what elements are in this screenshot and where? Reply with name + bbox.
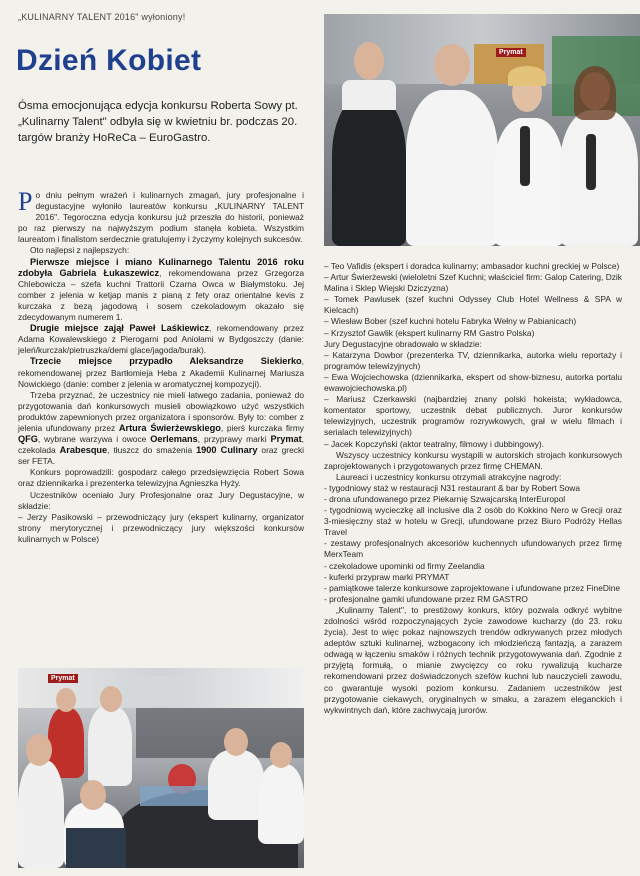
drop-cap: P — [18, 187, 33, 216]
person-head — [80, 780, 106, 810]
jury-member: – Ewa Wojciechowska (dziennikarka, ekspert od show-biznesu, autorka portalu ewawojciechowska.pl) — [324, 371, 622, 394]
person-head — [270, 742, 292, 768]
prize-item: - pamiątkowe talerze konkursowe zaprojektowane i ufundowane przez FineDine — [324, 582, 621, 593]
trophy-icon — [520, 126, 530, 186]
person-figure — [406, 90, 498, 246]
prize-item: - tygodniową wycieczkę all inclusive dla 2 osób do Kokkino Nero w Grecji oraz 3-miesięczny staż w hotelu w Grecji, ufundowane przez Biuro Podróży Hellas Travel — [324, 505, 622, 538]
jury-photo — [18, 668, 304, 868]
person-figure — [560, 110, 638, 246]
person-figure — [258, 764, 304, 844]
second-place-text: , rekomendowany przez Adama Kowalewskiego z Pierogarni pod Aniołami w Bydgoszczy (danie: jeleń/kurczak/pietruszka/demi glace/jagoda/burak). — [18, 323, 304, 356]
person-figure — [332, 96, 406, 246]
jury-member: – Katarzyna Dowbor (prezenterka TV, dziennikarka, autorka wielu reportaży i programów telewizyjnych) — [324, 349, 622, 371]
closing-paragraph: „Kulinarny Talent", to prestiżowy konkurs, który pozwala odkryć wybitne zdolności wśród rozpoczynających życie zawodowe kucharzy (do 23. roku życia). Jest to więc pokaz najnowszych trendów odkrywanych przez młodych adeptów sztuki kulinarnej, wzbogacony ich młodzieńczą fantazją, a zarazem odwagą w łączeniu smaków i różnych technik przygotowywania dań. Zgodnie z przyjętą formułą, o mianie zwycięzcy co roku rywalizują kucharze rekomendowani przez doświadczonych szefów kuchni lub nauczycieli zawodu, co gwarantuje wysoki poziom konkursu. Zadaniem uczestników jest przygotowanie ciekawych, oryginalnych w smaku, a zarazem eleganckich i wykwintnych dań, które zachwycają jurorów. — [324, 604, 622, 715]
jury-member: – Wiesław Bober (szef kuchni hotelu Fabryka Wełny w Pabianicach) — [324, 316, 577, 327]
second-place-heading: Drugie miejsce zajął Paweł Laśkiewicz — [30, 323, 210, 334]
person-figure — [18, 760, 64, 868]
person-figure — [208, 750, 264, 820]
jury-member: – Krzysztof Gawlik (ekspert kulinarny RM Gastro Polska) — [324, 327, 535, 338]
person-figure — [88, 706, 132, 786]
first-place-text: , rekomendowana przez Grzegorza Chlebowicza – szefa kuchni Trattorii Czarna Owca w Białymstoku. Jej comber z jelenia w ketjap manis z pianą z fety oraz orientalne kevis z kurczaka z bezą jagodową i sosem czekoladowym okazało się zdecydowanym numerem 1. — [18, 267, 305, 323]
jury-member: – Artur Świerżewski (wieloletni Szef Kuchni; właściciel firm: Galop Catering, Dzik Malina i Sklep Wiejski Dziczyzna) — [324, 272, 622, 294]
person-head — [354, 42, 384, 80]
prize-item: - zestawy profesjonalnych akcesoriów kuchennych ufundowanych przez firmę MerxTeam — [324, 538, 622, 560]
third-place-text: , rekomendowanej przez Bartłomieja Heba z Akademii Kulinarnej Mariusza Nowickiego (danie: comber z jelenia w aromatycznej kompozycji). — [18, 356, 304, 389]
jury-intro: Uczestników oceniało Jury Profesjonalne oraz Jury Degustacyjne, w składzie: — [18, 489, 304, 511]
section-kicker: „KULINARNY TALENT 2016" wyłoniony! — [18, 12, 186, 22]
person-head — [434, 44, 470, 86]
person-head — [100, 686, 122, 712]
person-head — [224, 728, 248, 756]
jury-member: – Jerzy Pasikowski – przewodniczący jury (ekspert kulinarny, organizator strony merytorycznej i przewodniczący jury większości konkursów kulinarnych w Polsce) — [18, 511, 304, 544]
intro-paragraph: o dniu pełnym wrażeń i kulinarnych zmagań, jury profesjonalne i degustacyjne wyłoniło laureatów konkursu „KULINARNY TALENT 2016". Tegoroczna edycja konkursu już przeszła do historii, ponieważ po raz pierwszy na najwyższym podium stanęła kobieta. Wszystkim laureatom i finalistom serdecznie gratulujemy i życzymy kolejnych sukcesów. — [18, 190, 304, 245]
jury-member: – Jacek Kopczyński (aktor teatralny, filmowy i dubbingowy). — [324, 438, 545, 449]
jury-member: – Tomek Pawlusek (szef kuchni Odyssey Club Hotel Wellness & SPA w Kielcach) — [324, 294, 622, 316]
prymat-sign: Prymat — [48, 674, 78, 683]
trophy-icon — [586, 134, 596, 190]
hosts-paragraph: Konkurs poprowadzili: gospodarz całego przedsięwzięcia Robert Sowa oraz dziennikarka i prezenterka telewizyjna Agnieszka Hyży. — [18, 467, 304, 489]
prize-item: - profesjonalne gamki ufundowane przez RM GASTRO — [324, 593, 528, 604]
article-title: Dzień Kobiet — [16, 44, 202, 77]
prizes-intro: Laureaci i uczestnicy konkursu otrzymali atrakcyjne nagrody: — [336, 471, 562, 482]
winners-photo — [324, 14, 640, 246]
best-intro: Oto najlepsi z najlepszych: — [30, 245, 130, 256]
third-place-heading: Trzecie miejsce przypadło Aleksandrze Siekierko — [30, 356, 302, 367]
right-text-column — [324, 261, 622, 716]
prymat-sign: Prymat — [496, 48, 526, 57]
article-lead: Ósma emocjonująca edycja konkursu Roberta Sowy pt. „Kulinarny Talent" odbyła się w kwietniu br. podczas 20. targów branży HoReCa – EuroGastro. — [18, 100, 298, 144]
tasting-jury-heading: Jury Degustacyjne obradowało w składzie: — [324, 338, 482, 349]
prize-item: - czekoladowe upominki od firmy Zeelandia — [324, 560, 485, 571]
jury-member: – Teo Vafidis (ekspert i doradca kulinarny; ambasador kuchni greckiej w Polsce) — [324, 261, 620, 271]
person-head — [56, 688, 76, 712]
left-text-column — [18, 187, 305, 545]
jury-member: – Mariusz Czerkawski (najbardziej znany polski hokeista; wykładowca, komentator sportowy, uczestnik debat publicznych. Juror konkursów telewizyjnych, uczestnik programów rozrywkowych, grał w wielu filmach i serialach telewizyjnych) — [324, 394, 622, 438]
prize-item: - kuferki przypraw marki PRYMAT — [324, 571, 450, 582]
prize-item: - tygodniowy staż w restauracji N31 restaurant & bar by Robert Sowa — [324, 482, 581, 493]
person-head — [26, 734, 52, 766]
ingredients-paragraph: Trzeba przyznać, że uczestnicy nie mieli łatwego zadania, ponieważ do przygotowania dań konkursowych musieli obowiązkowo użyć wszystkich produktów zapewnionych przez organizatora i sponsorów. Były to: comber z jelenia ufundowany przez Artura Świerżewskiego, pierś kurczaka firmy QFG, wybrane warzywa i owoce Oerlemans, przyprawy marki Prymat, czekolada Arabesque, tłuszcz do smażenia 1900 Culinary oraz grecki ser FETA. — [18, 389, 304, 467]
prize-item: - drona ufundowanego przez Piekarnię Szwajcarską InterEuropol — [324, 493, 566, 504]
first-place-heading: Pierwsze miejsce i miano Kulinarnego Talentu 2016 roku zdobyła Gabriela Łukaszewicz — [18, 256, 304, 278]
cheman-paragraph: Wszyscy uczestnicy konkursu wystąpili w autorskich strojach konkursowych zaprojektowanych i przygotowanych przez firmę CHEMAN. — [324, 449, 622, 471]
